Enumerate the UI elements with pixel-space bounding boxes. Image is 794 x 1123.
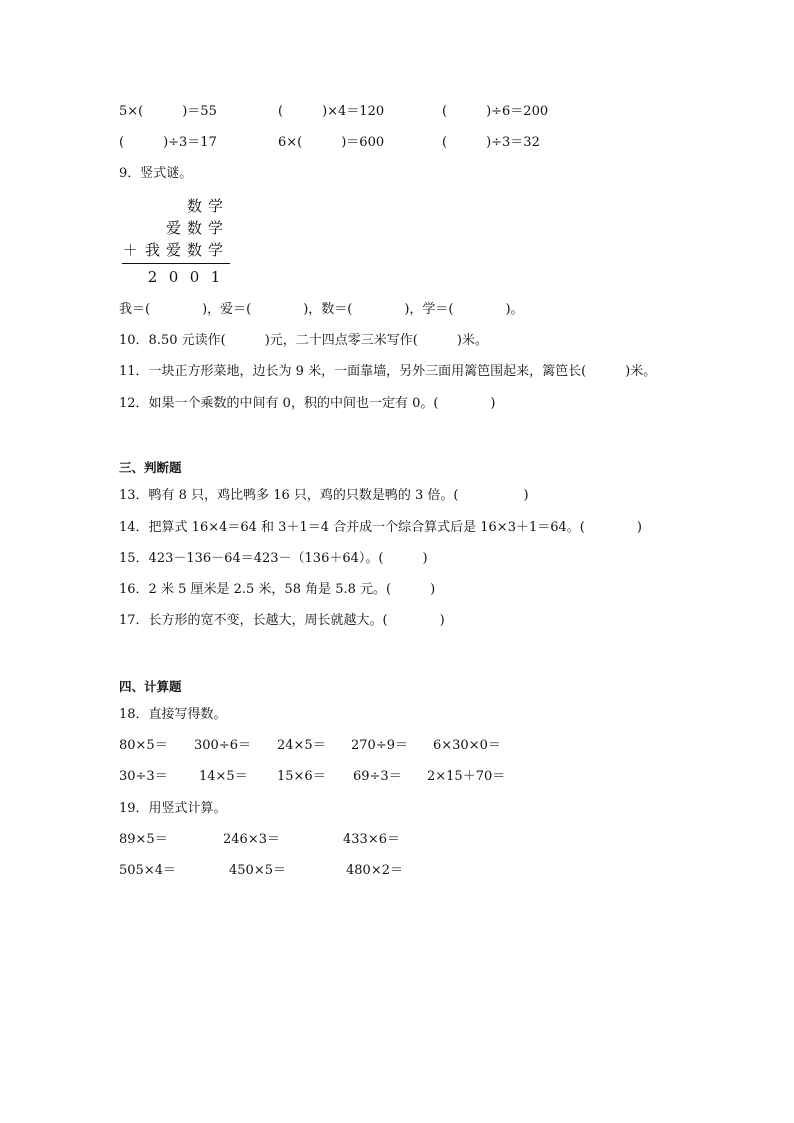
q8-item: 6×( )＝600 [278,135,385,150]
oral-calc-item: 6×30×0＝ [433,738,501,753]
result-digit: 1 [210,268,221,286]
vertical-addition-puzzle [120,195,232,295]
q9-answer-line: 我＝( )，爱＝( )，数＝( )，学＝( )。 [119,302,524,317]
q19-row-2 [0,861,794,881]
q8-item: ( )×4＝120 [278,104,385,119]
section-heading-calculation: 四、计算题 [119,679,182,694]
q19-row-1 [0,830,794,850]
puzzle-digit: 我 [144,241,160,259]
result-digit: 0 [189,268,200,286]
q18-row-2 [0,767,794,787]
result-digit: 0 [168,268,179,286]
vertical-calc-item: 450×5＝ [229,863,286,878]
question-12: 12．如果一个乘数的中间有 0，积的中间也一定有 0。( ) [119,396,496,411]
oral-calc-item: 300÷6＝ [194,738,251,753]
q8-item: ( )÷3＝17 [119,135,217,150]
vertical-calc-item: 89×5＝ [119,832,168,847]
puzzle-digit: 爱 [165,219,181,237]
oral-calc-item: 14×5＝ [199,769,248,784]
question-17: 17．长方形的宽不变，长越大，周长就越大。( ) [119,613,445,628]
oral-calc-item: 2×15＋70＝ [427,769,506,784]
q8-row-2 [0,133,794,153]
question-14: 14．把算式 16×4＝64 和 3＋1＝4 合并成一个综合算式后是 16×3＋1＝64。( ) [119,520,642,535]
q8-item: 5×( )＝55 [119,104,217,119]
vertical-calc-item: 505×4＝ [119,863,176,878]
sum-line [122,263,230,264]
question-10: 10．8.50 元读作( )元，二十四点零三米写作( )米。 [119,333,488,348]
question-19: 19．用竖式计算。 [119,801,227,816]
oral-calc-item: 30÷3＝ [119,769,168,784]
puzzle-digit: 爱 [165,241,181,259]
question-16: 16．2 米 5 厘米是 2.5 米，58 角是 5.8 元。( ) [119,582,436,597]
q8-item: ( )÷3＝32 [442,135,540,150]
q18-row-1 [0,736,794,756]
plus-sign: ＋ [122,241,138,259]
puzzle-digit: 学 [207,219,223,237]
q8-row-1 [0,102,794,122]
vertical-calc-item: 433×6＝ [343,832,400,847]
puzzle-digit: 数 [186,241,202,259]
oral-calc-item: 270÷9＝ [351,738,408,753]
puzzle-digit: 学 [207,241,223,259]
question-13: 13．鸭有 8 只，鸡比鸭多 16 只，鸡的只数是鸭的 3 倍。( ) [119,488,529,503]
result-digit: 2 [147,268,158,286]
oral-calc-item: 80×5＝ [119,738,168,753]
vertical-calc-item: 246×3＝ [223,832,280,847]
puzzle-digit: 学 [207,197,223,215]
section-heading-true-false: 三、判断题 [119,460,182,475]
question-18: 18．直接写得数。 [119,707,227,722]
q9-title: 9．竖式谜。 [119,166,193,181]
puzzle-digit: 数 [186,197,202,215]
puzzle-digit: 数 [186,219,202,237]
q8-item: ( )÷6＝200 [442,104,549,119]
oral-calc-item: 69÷3＝ [353,769,402,784]
oral-calc-item: 24×5＝ [277,738,326,753]
question-15: 15．423－136－64＝423－（136＋64）。( ) [119,551,428,566]
oral-calc-item: 15×6＝ [277,769,326,784]
question-11: 11．一块正方形菜地，边长为 9 米，一面靠墙，另外三面用篱笆围起来，篱笆长( )米。 [119,364,657,379]
vertical-calc-item: 480×2＝ [346,863,403,878]
